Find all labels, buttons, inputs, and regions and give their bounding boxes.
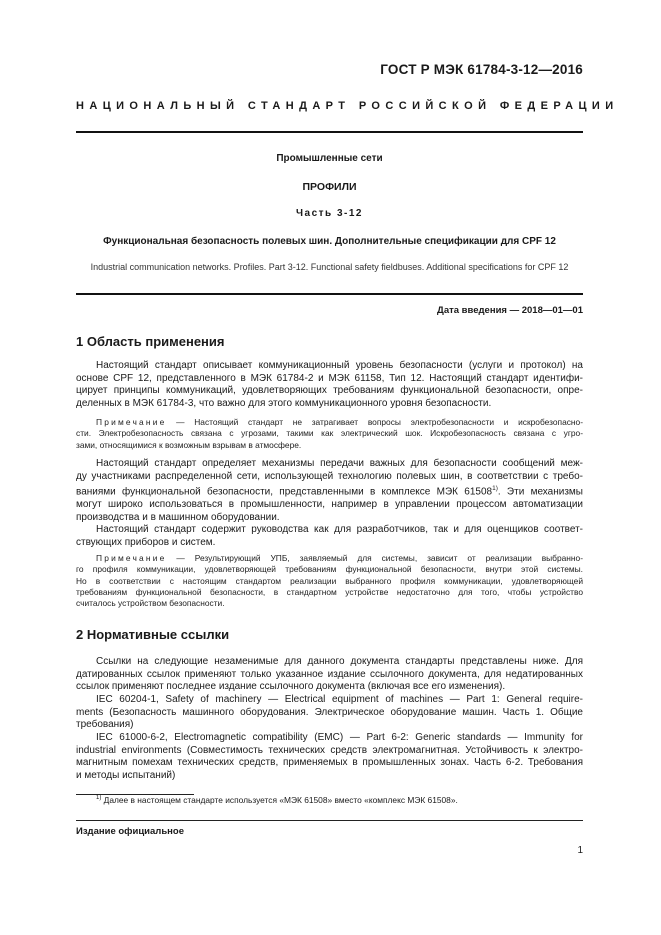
note-label: Примечание: [96, 553, 167, 563]
section-1-paragraph-3: Настоящий стандарт содержит руководства как для разработчиков, так и для оценщиков соответ- ствующих приборов и систем.: [76, 524, 583, 548]
reference-iec-61000-6-2: IEC 61000-6-2, Electromagnetic compatibility (EMC) — Part 6-2: Generic standards — Immunity for industrial environments (Совместимость технических средств электромагнитная. Устойчивость к электро- магнитным помехам технических средств, применяемых в промышленных зонах. Часть 6-2. Требования и методы испытаний): [76, 732, 583, 781]
english-title: Industrial communication networks. Profiles. Part 3-12. Functional safety fieldbuses. Additional specifications for CPF 12: [90, 262, 569, 272]
subtitle: Промышленные сети: [276, 153, 383, 164]
full-title: Функциональная безопасность полевых шин. Дополнительные спецификации для CPF 12: [103, 236, 556, 247]
section-2-heading: 2 Нормативные ссылки: [76, 627, 230, 642]
footnote: $^{1)}$ Далее в настоящем стандарте используется «МЭК 61508» вместо «комплекс МЭК 61508».: [96, 795, 458, 805]
title-rule: [76, 293, 583, 295]
page-number: 1: [577, 845, 583, 856]
header-rule: [76, 131, 583, 133]
edition-rule: [76, 820, 583, 821]
section-1-heading: 1 Область применения: [76, 334, 225, 349]
footnote-mark: 1): [96, 795, 102, 802]
note-label: Примечание: [96, 417, 167, 427]
footnote-reference: 1): [492, 485, 498, 493]
section-1-paragraph-2: Настоящий стандарт определяет механизмы передачи важных для безопасности сообщений меж- ду участниками распределенной сети, использующей технологию полевых шин, в соответствии с требо- ваниями функциональной безопасности, представленными в комплексе МЭК 61508$^{1)}$. Эти механизмы могут широко использоваться в промышленности, например в управлении процессом автоматизации производства и в машинном оборудовании.: [76, 458, 583, 523]
introduction-date: Дата введения — 2018—01—01: [437, 305, 583, 316]
national-standard-heading: НАЦИОНАЛЬНЫЙ СТАНДАРТ РОССИЙСКОЙ ФЕДЕРАЦИИ: [76, 100, 619, 112]
part-number: Часть 3-12: [296, 208, 363, 219]
section-1-paragraph-1: Настоящий стандарт описывает коммуникационный уровень безопасности (услуги и протокол) на основе CPF 12, представленного в МЭК 61784-2 и МЭК 61158, Тип 12. Настоящий стандарт идентифи- цирует принципы коммуникаций, удовлетворяющих требованиям функциональной безопасности, опре- деленных в МЭК 61784-3, что важно для этого коммуникационного уровня безопасности.: [76, 360, 583, 409]
section-1-note-1: Примечание — Настоящий стандарт не затрагивает вопросы электробезопасности и искробезопасно- сти. Электробезопасность связана с угрозами, такими как электрический шок. Искробезопасность связана с угро- зами, относящимися к возможным взрывам в атмосфере.: [76, 417, 583, 450]
section-1-note-2: Примечание — Результирующий УПБ, заявляемый для системы, зависит от реализации выбранно- го профиля коммуникации, удовлетворяющей требованиям функциональной безопасности, внутри этой системы. Но в соответствии с настоящим стандартом реализации выбранного профиля коммуникации, удовлетворяющей требованиям функциональной безопасности, в стандартном устройстве недостаточно для того, чтобы устройство считалось устройством безопасности.: [76, 553, 583, 609]
official-edition-label: Издание официальное: [76, 826, 184, 837]
standard-number: ГОСТ Р МЭК 61784-3-12—2016: [380, 62, 583, 77]
section-2-paragraph-1: Ссылки на следующие незаменимые для данного документа стандарты представлены ниже. Для датированных ссылок применяют только указанное издание ссылочного документа, для недатированных ссылок применяют последнее издание ссылочного документа (включая все его изменения).: [76, 656, 583, 693]
title: ПРОФИЛИ: [302, 181, 357, 193]
reference-iec-60204-1: IEC 60204-1, Safety of machinery — Electrical equipment of machines — Part 1: General require- ments (Безопасность машинного оборудования. Электрическое оборудование машин. Часть 1. Общие требования): [76, 694, 583, 731]
